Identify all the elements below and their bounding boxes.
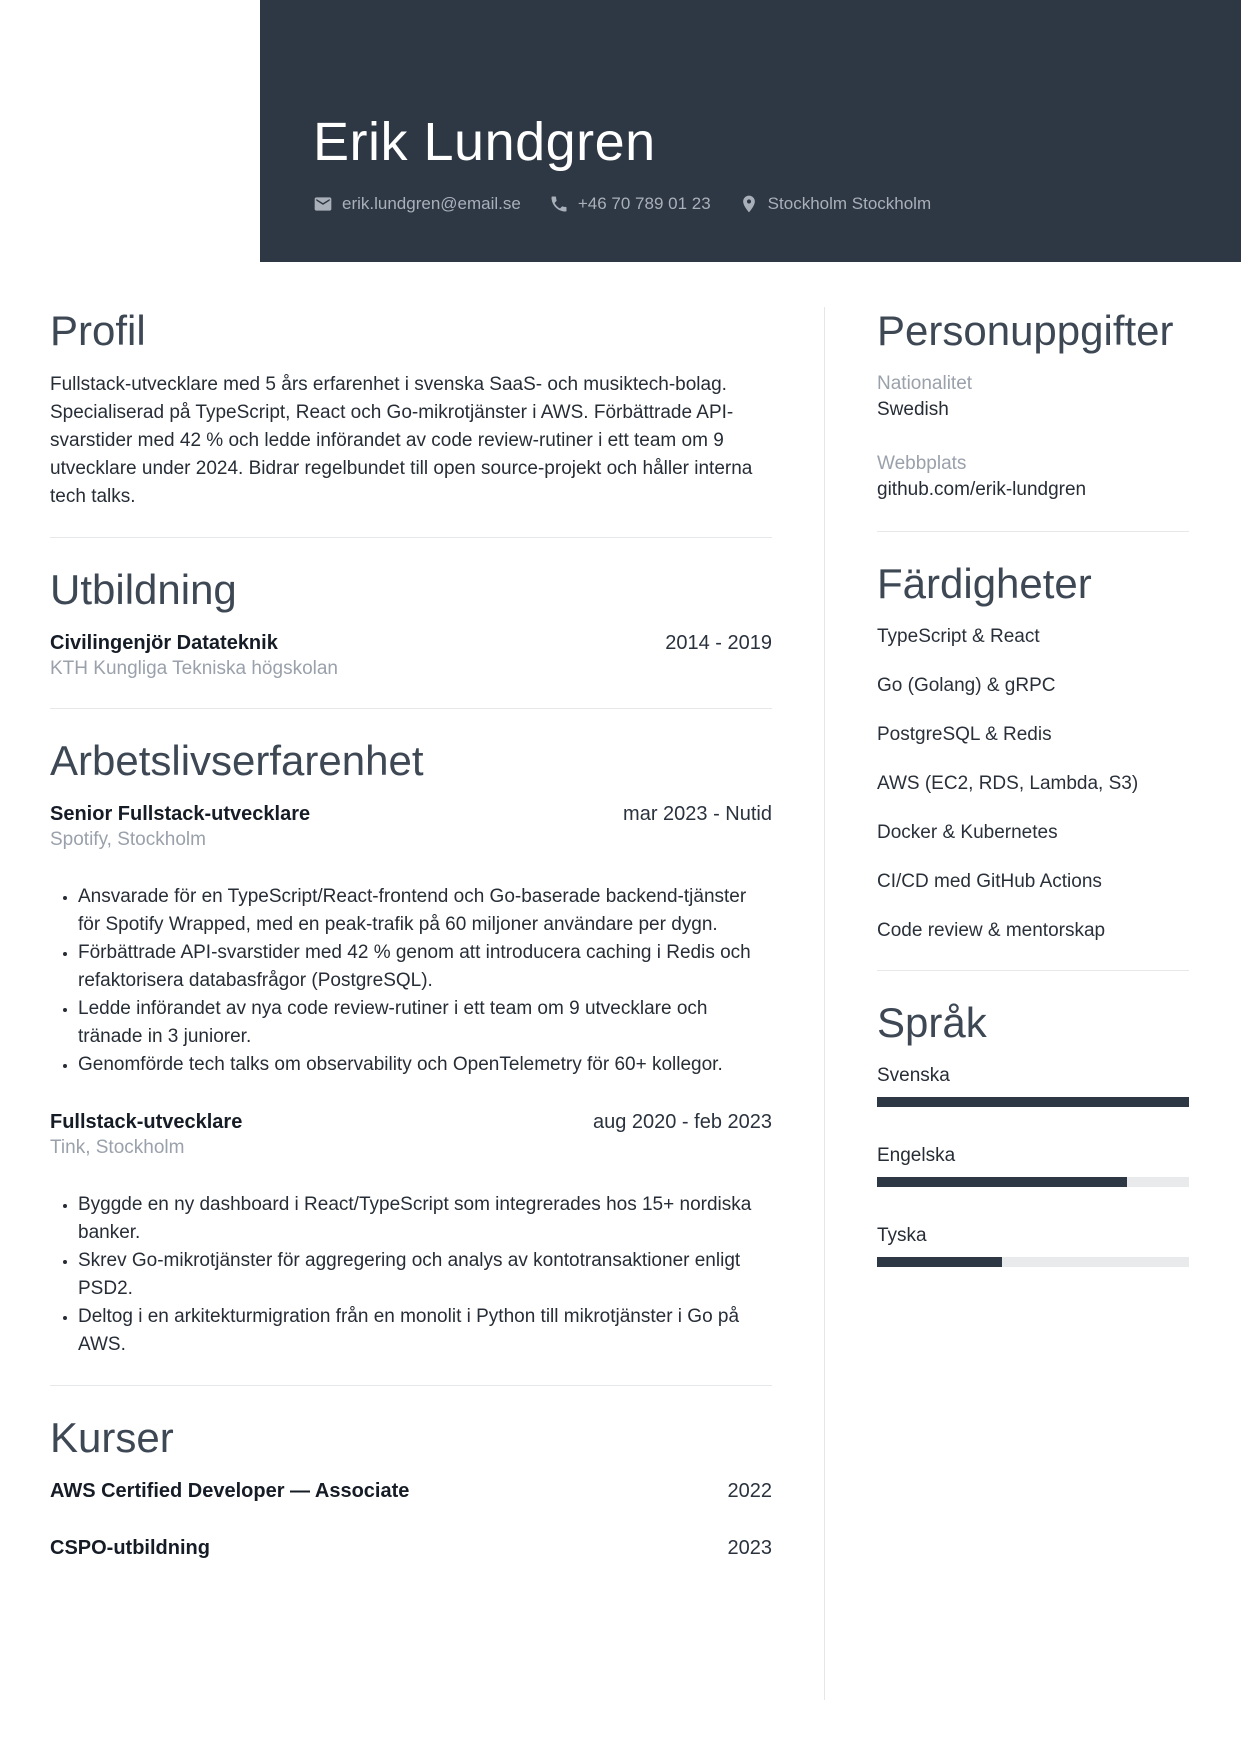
section-profil xyxy=(50,307,772,511)
contact-location xyxy=(739,194,931,214)
field-webbplats xyxy=(877,451,1189,503)
job-company: Tink, Stockholm xyxy=(50,1137,185,1158)
bullet-item: • Deltog i en arkitekturmigration från en monolit i Python till mikrotjänster i Go på AWS. xyxy=(78,1303,772,1359)
skill-item: TypeScript & React xyxy=(877,626,1040,647)
personuppgifter-heading: Personuppgifter xyxy=(877,307,1174,354)
sprak-heading: Språk xyxy=(877,999,987,1046)
header-banner xyxy=(260,0,1241,262)
education-item xyxy=(50,630,772,682)
erfarenhet-heading: Arbetslivserfarenhet xyxy=(50,737,424,784)
education-school: KTH Kungliga Tekniska högskolan xyxy=(50,658,338,679)
kurser-heading: Kurser xyxy=(50,1414,174,1461)
course-year: 2023 xyxy=(727,1537,772,1559)
profil-heading: Profil xyxy=(50,307,146,354)
skill-item: PostgreSQL & Redis xyxy=(877,724,1052,745)
language-item xyxy=(877,1223,1189,1267)
skill-item: Go (Golang) & gRPC xyxy=(877,675,1056,696)
job-dates: aug 2020 - feb 2023 xyxy=(592,1111,772,1133)
contact-phone-text: +46 70 789 01 23 xyxy=(577,194,711,213)
field-nationalitet xyxy=(877,371,1189,423)
sidebar-column xyxy=(877,307,1189,1700)
bullet-item: • Genomförde tech talks om observability och OpenTelemetry för 60+ kollegor. xyxy=(78,1051,772,1079)
bullet-item: • Ledde införandet av nya code review-rutiner i ett team om 9 utvecklare och tränade in 3 juniorer. xyxy=(78,995,772,1051)
skill-item: AWS (EC2, RDS, Lambda, S3) xyxy=(877,773,1139,794)
utbildning-heading: Utbildning xyxy=(50,566,237,613)
bullet-item: • Ansvarade för en TypeScript/React-frontend och Go-baserade backend-tjänster för Spotify Wrapped, med en peak-trafik på 60 miljoner användare per dygn. xyxy=(78,883,772,939)
content-area xyxy=(0,307,1241,1700)
section-fardigheter xyxy=(877,531,1189,944)
job-item xyxy=(50,1109,772,1359)
language-bar-fill xyxy=(877,1097,1189,1107)
profil-text: Fullstack-utvecklare med 5 års erfarenhet i svenska SaaS- och musiktech-bolag. Specialiserad på TypeScript, React och Go-mikrotjänster i AWS. Förbättrade API-svarstider med 42 % och ledde införandet av code review-rutiner i ett team om 9 utvecklare under 2024. Bidrar regelbundet till open source-projekt och håller interna tech talks. xyxy=(50,374,753,507)
course-item xyxy=(50,1478,772,1504)
section-utbildning xyxy=(50,537,772,682)
section-kurser xyxy=(50,1385,772,1561)
course-year: 2022 xyxy=(727,1480,772,1502)
field-label: Webbplats xyxy=(877,453,967,474)
language-label: Tyska xyxy=(877,1225,927,1246)
field-label: Nationalitet xyxy=(877,373,973,394)
website-link[interactable]: github.com/erik-lundgren xyxy=(877,479,1087,500)
job-title: Fullstack-utvecklare xyxy=(50,1111,243,1133)
job-item xyxy=(50,801,772,1079)
section-erfarenhet xyxy=(50,708,772,1359)
job-title: Senior Fullstack-utvecklare xyxy=(50,803,311,825)
bullet-item: • Skrev Go-mikrotjänster för aggregering och analys av kontotransaktioner enligt PSD2. xyxy=(78,1247,772,1303)
bullet-item: • Förbättrade API-svarstider med 42 % genom att introducera caching i Redis och refaktorisera databasfrågor (PostgreSQL). xyxy=(78,939,772,995)
job-bullets xyxy=(50,1191,772,1359)
language-bar-fill xyxy=(877,1257,1002,1267)
email-icon xyxy=(313,194,333,214)
section-sprak xyxy=(877,970,1189,1267)
job-company: Spotify, Stockholm xyxy=(50,829,206,850)
education-title: Civilingenjör Datateknik xyxy=(50,632,278,654)
language-label: Svenska xyxy=(877,1065,950,1086)
contact-email[interactable] xyxy=(313,194,521,214)
course-item xyxy=(50,1535,772,1561)
contact-location-text: Stockholm Stockholm xyxy=(767,194,932,213)
job-dates: mar 2023 - Nutid xyxy=(623,803,772,825)
job-bullets xyxy=(50,883,772,1079)
section-personuppgifter xyxy=(877,307,1189,503)
fardigheter-heading: Färdigheter xyxy=(877,560,1092,607)
field-value: Swedish xyxy=(877,399,949,420)
phone-icon xyxy=(549,194,569,214)
contact-email-text: erik.lundgren@email.se xyxy=(342,194,521,213)
column-divider xyxy=(824,307,825,1700)
language-bar-track xyxy=(877,1097,1189,1107)
course-title: CSPO-utbildning xyxy=(50,1537,210,1559)
main-column xyxy=(50,307,772,1700)
skill-item: Code review & mentorskap xyxy=(877,920,1106,941)
skill-item: CI/CD med GitHub Actions xyxy=(877,871,1102,892)
skill-item: Docker & Kubernetes xyxy=(877,822,1058,843)
contact-phone[interactable] xyxy=(549,194,711,214)
person-name: Erik Lundgren xyxy=(313,112,656,172)
course-title: AWS Certified Developer — Associate xyxy=(50,1480,410,1502)
language-bar-fill xyxy=(877,1177,1127,1187)
language-item xyxy=(877,1143,1189,1187)
bullet-item: • Byggde en ny dashboard i React/TypeScript som integrerades hos 15+ nordiska banker. xyxy=(78,1191,772,1247)
skill-list xyxy=(877,624,1189,944)
education-dates: 2014 - 2019 xyxy=(665,632,772,654)
language-bar-track xyxy=(877,1257,1189,1267)
language-label: Engelska xyxy=(877,1145,956,1166)
contact-row xyxy=(313,194,1201,214)
location-icon xyxy=(739,194,759,214)
language-bar-track xyxy=(877,1177,1189,1187)
language-item xyxy=(877,1063,1189,1107)
